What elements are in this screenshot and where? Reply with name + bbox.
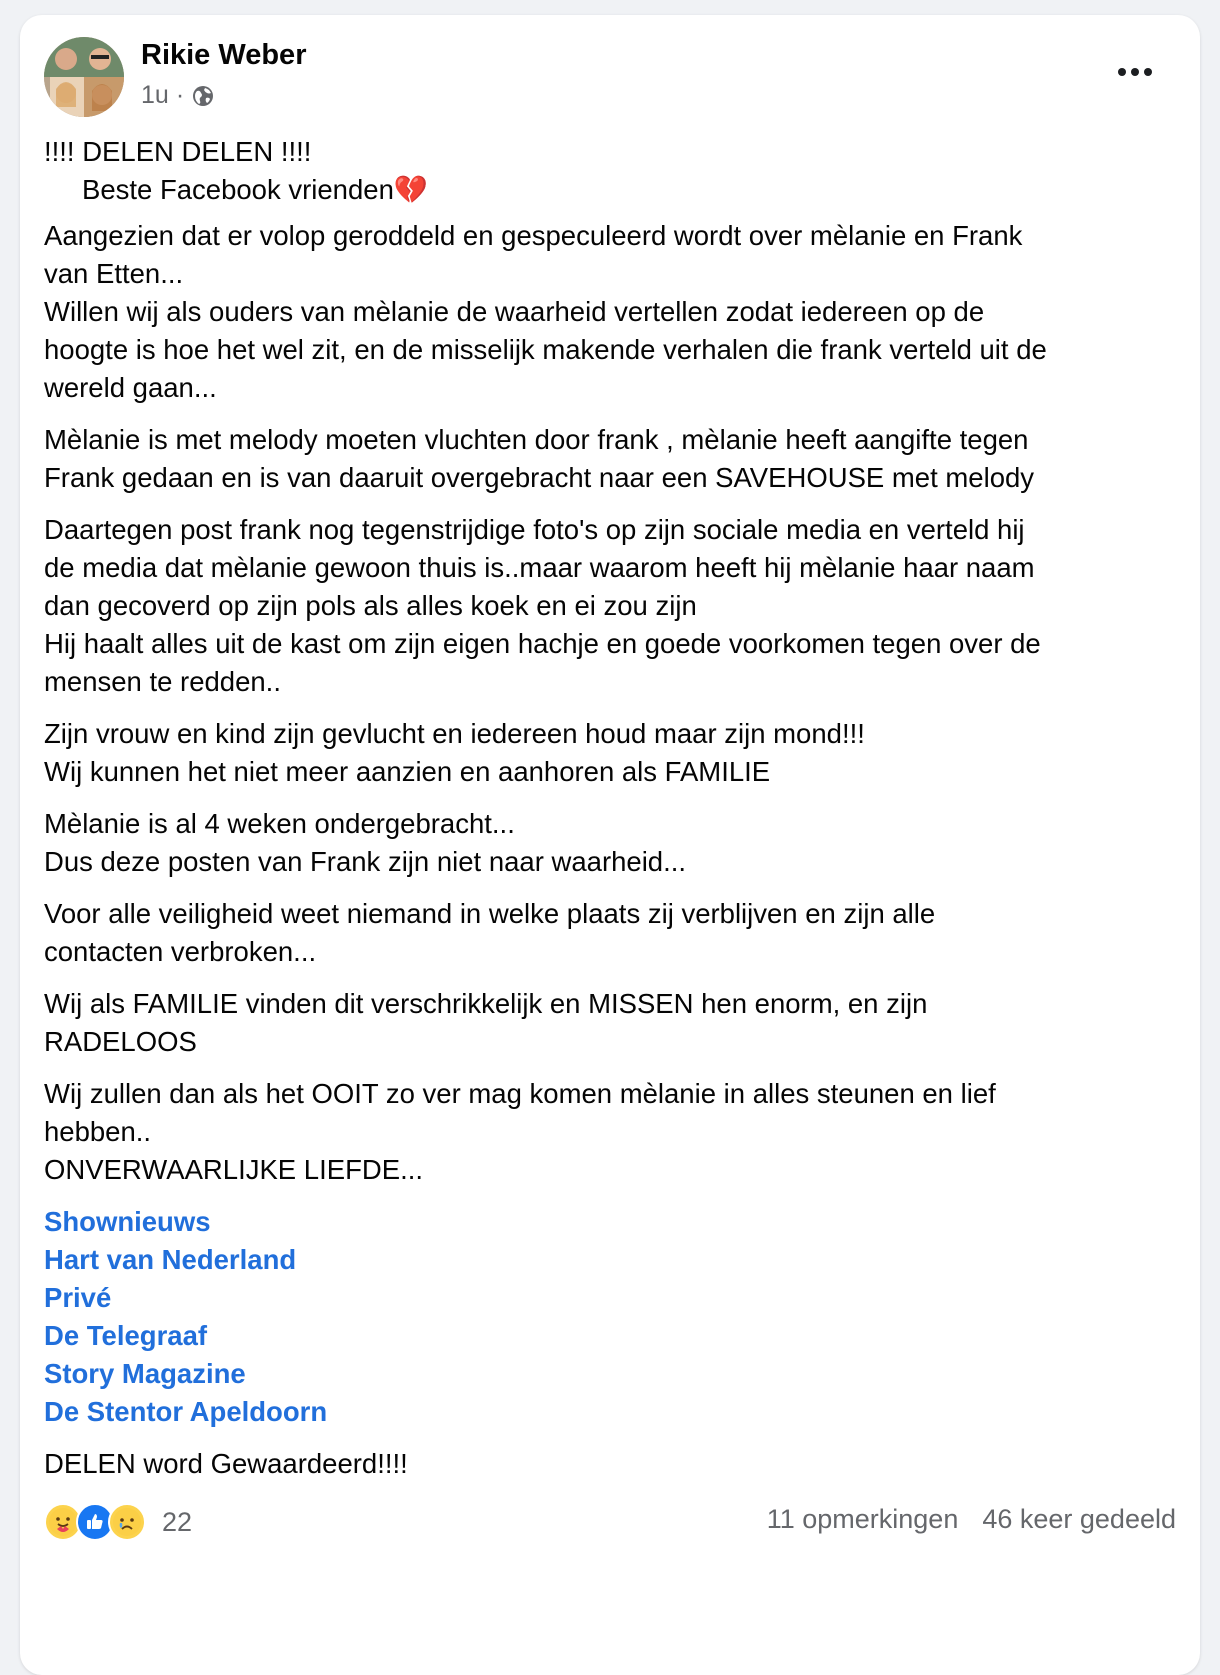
text-line: dan gecoverd op zijn pols als alles koek en ei zou zijn (44, 590, 697, 621)
more-dot-icon (1144, 68, 1152, 76)
paragraph (44, 511, 1174, 701)
text-line: Willen wij als ouders van mèlanie de waarheid vertellen zodat iedereen op de (44, 296, 985, 327)
paragraph (44, 421, 1174, 497)
text-line: contacten verbroken... (44, 936, 317, 967)
comments-count-link[interactable]: 11 opmerkingen (766, 1504, 959, 1534)
avatar[interactable] (44, 37, 124, 117)
text-line: RADELOOS (44, 1026, 197, 1057)
meta-separator: · (175, 81, 185, 109)
tag-link-prive[interactable]: Privé (44, 1282, 112, 1313)
more-dot-icon (1131, 68, 1139, 76)
closing-line: DELEN word Gewaardeerd!!!! (44, 1448, 408, 1479)
text-line: Daartegen post frank nog tegenstrijdige foto's op zijn sociale media en verteld hij (44, 514, 1025, 545)
text-line: !!!! DELEN DELEN !!!! (44, 136, 312, 167)
more-dot-icon (1118, 68, 1126, 76)
text-line: de media dat mèlanie gewoon thuis is..maar waarom heeft hij mèlanie haar naam (44, 552, 1035, 583)
paragraph (44, 715, 1174, 791)
paragraph (44, 217, 1174, 407)
post-meta (141, 81, 215, 110)
paragraph (44, 985, 1174, 1061)
more-options-button[interactable] (1110, 55, 1160, 89)
author-name[interactable]: Rikie Weber (141, 39, 307, 71)
text-line: Frank gedaan en is van daaruit overgebracht naar een SAVEHOUSE met melody (44, 462, 1035, 493)
text-line: van Etten... (44, 258, 184, 289)
text-line: hoogte is hoe het wel zit, en de misselijk makende verhalen die frank verteld uit de (44, 334, 1047, 365)
text-line: Zijn vrouw en kind zijn gevlucht en iedereen houd maar zijn mond!!! (44, 718, 865, 749)
shares-count-link[interactable]: 46 keer gedeeld (982, 1504, 1176, 1534)
text-line: Beste Facebook vrienden💔 (82, 174, 429, 205)
text-line: Aangezien dat er volop geroddeld en gespeculeerd wordt over mèlanie en Frank (44, 220, 1023, 251)
globe-icon (191, 84, 215, 108)
text-line: wereld gaan... (44, 372, 217, 403)
post-card (20, 15, 1200, 1675)
reactions-summary[interactable] (44, 1503, 192, 1541)
text-line: Voor alle veiligheid weet niemand in welke plaats zij verblijven en zijn alle (44, 898, 936, 929)
tag-link-story-magazine[interactable]: Story Magazine (44, 1358, 246, 1389)
text-line: Wij zullen dan als het OOIT zo ver mag komen mèlanie in alles steunen en lief (44, 1078, 996, 1109)
text-line: Wij kunnen het niet meer aanzien en aanhoren als FAMILIE (44, 756, 771, 787)
sad-reaction-icon (108, 1503, 146, 1541)
post-time[interactable]: 1u (141, 81, 169, 109)
paragraph (44, 1445, 1174, 1483)
reaction-count: 22 (162, 1506, 193, 1537)
paragraph (44, 1075, 1174, 1189)
paragraph (44, 805, 1174, 881)
avatar-photo-icon (44, 37, 124, 117)
paragraph (44, 895, 1174, 971)
tag-link-shownieuws[interactable]: Shownieuws (44, 1206, 211, 1237)
text-line: Mèlanie is al 4 weken ondergebracht... (44, 808, 515, 839)
page-tags (44, 1203, 1174, 1431)
tag-link-hart-van-nederland[interactable]: Hart van Nederland (44, 1244, 297, 1275)
text-line: ONVERWAARLIJKE LIEFDE... (44, 1154, 423, 1185)
text-line: Hij haalt alles uit de kast om zijn eigen hachje en goede voorkomen tegen over de (44, 628, 1041, 659)
engagement-stats (767, 1504, 1176, 1535)
tag-link-de-stentor-apeldoorn[interactable]: De Stentor Apeldoorn (44, 1396, 328, 1427)
text-line: Wij als FAMILIE vinden dit verschrikkelijk en MISSEN hen enorm, en zijn (44, 988, 928, 1019)
paragraph (44, 133, 1174, 209)
text-line: mensen te redden.. (44, 666, 281, 697)
text-line: Dus deze posten van Frank zijn niet naar waarheid... (44, 846, 687, 877)
post-body (44, 133, 1174, 1497)
text-line: hebben.. (44, 1116, 152, 1147)
text-line: Mèlanie is met melody moeten vluchten door frank , mèlanie heeft aangifte tegen (44, 424, 1029, 455)
tag-link-de-telegraaf[interactable]: De Telegraaf (44, 1320, 208, 1351)
